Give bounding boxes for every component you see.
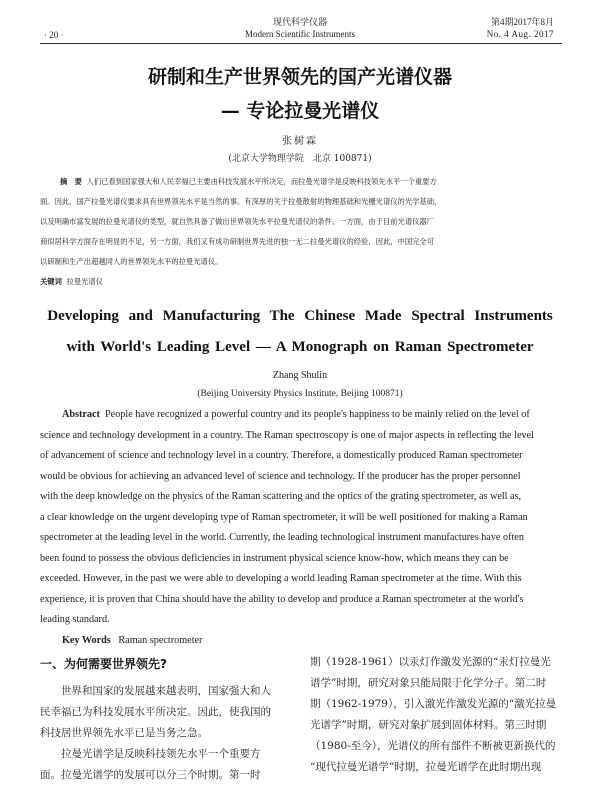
body-line: 面。拉曼光谱学的发展可以分三个时期。第一时 bbox=[40, 769, 261, 781]
affiliation-cn: (北京大学物理学院 北京 100871) bbox=[228, 154, 372, 164]
body-line: 民幸福已为科技发展水平所决定。因此，使我国的 bbox=[40, 706, 271, 718]
abstract-en-line: experience, it is proven that China should have the ability to develop and produce a Raman spectrometer at the world's bbox=[40, 593, 524, 605]
abstract-cn-line: 人们已看到国家强大和人民幸福已主要由科技发展水平所决定，而拉曼光谱学是反映科技领先水平一个重要方 bbox=[86, 177, 437, 186]
abstract-en-label: Abstract bbox=[62, 409, 100, 420]
abstract-en bbox=[40, 405, 562, 651]
title-en-line2: with World's Leading Level — A Monograph on Raman Spectrometer bbox=[66, 339, 534, 355]
body-line: 光谱学”时期，研究对象扩展到固体材料。第三时期 bbox=[310, 719, 547, 731]
author-cn: 张树霖 bbox=[282, 136, 318, 147]
section-heading: 一、为何需要世界领先? bbox=[40, 657, 167, 671]
title-cn-line2: — 专论拉曼光谱仪 bbox=[220, 100, 380, 122]
body-line: “现代拉曼光谱学”时期，拉曼光谱学在此时期出现 bbox=[310, 761, 542, 773]
body-line: 拉曼光谱学是反映科技领先水平一个重要方 bbox=[61, 748, 261, 760]
issue-info-cn: 第4期2017年8月 bbox=[490, 17, 554, 27]
keywords-cn-label: 关键词 bbox=[40, 277, 62, 286]
affiliation-en: (Beijing University Physics Institute, Beijing 100871) bbox=[197, 389, 403, 399]
journal-name-en: Modern Scientific Instruments bbox=[245, 29, 355, 39]
abstract-en-line: spectrometer at the leading level in the world. Currently, the leading technological instrument manufactures have often bbox=[40, 532, 524, 543]
keywords-en-label: Key Words bbox=[62, 634, 111, 646]
title-en-line1: Developing and Manufacturing The Chinese Made Spectral Instruments bbox=[47, 308, 553, 324]
body-left-column bbox=[40, 681, 286, 786]
abstract-cn-label: 摘 要 bbox=[60, 177, 82, 186]
keywords-en: Raman spectrometer bbox=[118, 634, 203, 646]
abstract-en-line: a clear knowledge on the urgent developing type of Raman spectrometer, it will be well positioned for making a Raman bbox=[40, 511, 528, 523]
abstract-cn-line: 以研制和生产出超越同人的世界领先水平的拉曼光谱仪。 bbox=[40, 257, 223, 266]
body-line: 科技居世界领先水平已是当务之急。 bbox=[40, 727, 208, 739]
abstract-cn-line: 商似居科学方面存在明显的不足，另一方面，我们又有成功研制世界先进的独一无二拉曼光谱仪的经验，因此，中国完全可 bbox=[40, 237, 435, 246]
issue-info-en: No. 4 Aug. 2017 bbox=[486, 29, 554, 39]
abstract-en-line: science and technology development in a country. The Raman spectroscopy is one of major aspects in reflecting the level bbox=[40, 429, 534, 441]
keywords-cn: 拉曼光谱仪 bbox=[66, 277, 104, 286]
body-line: 期（1928-1961）以汞灯作激发光源的“汞灯拉曼光 bbox=[310, 656, 551, 668]
abstract-en-line: People have recognized a powerful country and its people's happiness to be mainly relied on the level of bbox=[105, 409, 530, 420]
body-line: 世界和国家的发展越来越表明，国家强大和人 bbox=[61, 685, 271, 697]
header-rule bbox=[40, 43, 562, 44]
body-line: 期（1962-1979），引入激光作激发光源的“激光拉曼 bbox=[310, 698, 557, 710]
abstract-cn-line: 以及明确市富发展的拉曼光谱仪的类型，就自然具备了做出世界领先水平拉曼光谱仪的条件。一方面，由于目前光谱仪器厂 bbox=[40, 217, 435, 226]
abstract-en-line: would be obvious for achieving an advanced level of science and technology. If the producer has the proper personnel bbox=[40, 470, 521, 482]
abstract-en-line: leading standard. bbox=[40, 614, 110, 625]
abstract-en-line: of advancement of science and technology level in a country. Therefore, a domestically produced Raman spectrometer bbox=[40, 450, 523, 461]
author-en: Zhang Shulin bbox=[272, 370, 328, 381]
abstract-cn-line: 面。因此，国产拉曼光谱仪要求具有世界领先水平是当然的事。有深厚的关于拉曼散射的物理基础和光栅光谱仪的光学基础， bbox=[40, 197, 442, 206]
journal-name-cn: 现代科学仪器 bbox=[272, 17, 327, 27]
abstract-en-line: been found to possess the obvious deficiencies in instrument physical science know-how, which means they can be bbox=[40, 552, 509, 564]
page-number: · 20 · bbox=[44, 30, 64, 40]
body-line: 谱学”时期，研究对象只能局限于化学分子。第二时 bbox=[310, 677, 547, 689]
abstract-en-line: exceeded. However, in the past we were able to developing a world leading Raman spectrometer at the time. With this bbox=[40, 573, 522, 584]
abstract-cn bbox=[40, 172, 562, 292]
title-cn-line1: 研制和生产世界领先的国产光谱仪器 bbox=[147, 66, 452, 88]
body-right-column bbox=[310, 652, 562, 778]
abstract-en-line: with the deep knowledge on the physics of the Raman scattering and the optics of the grating spectrometer, as well as, bbox=[40, 491, 522, 502]
body-line: （1980-至今），光谱仪的所有部件不断被更新换代的 bbox=[310, 740, 556, 752]
